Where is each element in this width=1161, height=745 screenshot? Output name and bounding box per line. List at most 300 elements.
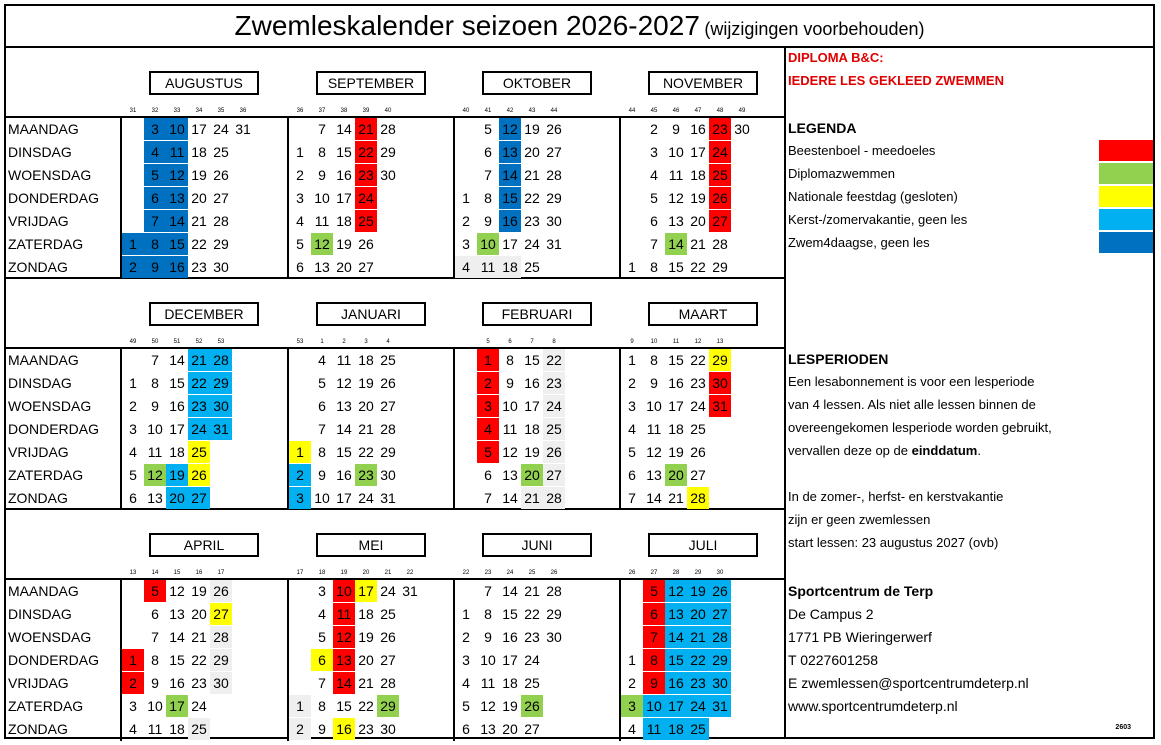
day-cell (289, 349, 311, 371)
day-cell: 16 (690, 121, 706, 137)
day-cell: 21 (355, 118, 377, 140)
week-number: 10 (650, 339, 658, 345)
day-cell: 20 (524, 144, 540, 160)
day-cell: 2 (462, 629, 470, 645)
legend-label-lightblue: Kerst-/zomervakantie, geen les (788, 212, 968, 227)
day-cell: 24 (543, 395, 565, 417)
day-cell: 11 (336, 352, 352, 368)
week-number: 8 (552, 339, 556, 345)
day-cell: 16 (502, 629, 518, 645)
day-cell: 16 (668, 375, 684, 391)
day-cell: 15 (336, 698, 352, 714)
day-cell: 12 (480, 698, 496, 714)
day-label: VRIJDAG (8, 675, 69, 691)
legend-swatch-lightblue (1099, 209, 1153, 230)
day-cell: 8 (151, 652, 159, 668)
day-cell: 22 (543, 349, 565, 371)
day-cell (399, 718, 421, 740)
week-number: 21 (384, 570, 392, 576)
week-number: 47 (694, 108, 702, 114)
day-cell: 29 (210, 372, 232, 394)
day-cell (621, 233, 643, 255)
day-cell: 4 (318, 606, 326, 622)
day-cell: 27 (358, 259, 374, 275)
day-label: ZONDAG (8, 259, 68, 275)
day-cell: 3 (289, 487, 311, 509)
day-cell: 30 (709, 672, 731, 694)
day-cell: 12 (311, 233, 333, 255)
day-cell: 18 (499, 256, 521, 278)
day-cell: 9 (643, 672, 665, 694)
day-cell: 5 (628, 444, 636, 460)
day-cell: 16 (524, 375, 540, 391)
day-cell: 6 (296, 259, 304, 275)
day-cell: 16 (499, 210, 521, 232)
day-cell: 11 (668, 167, 684, 183)
month-label: SEPTEMBER (316, 71, 426, 95)
day-cell: 27 (709, 210, 731, 232)
day-cell: 8 (643, 649, 665, 671)
week-number: 14 (151, 570, 159, 576)
day-cell: 10 (147, 698, 163, 714)
day-cell: 3 (462, 652, 470, 668)
day-cell (377, 256, 399, 278)
day-cell: 23 (524, 629, 540, 645)
day-cell (122, 164, 144, 186)
day-cell: 2 (296, 167, 304, 183)
day-cell (455, 580, 477, 602)
day-label: DONDERDAG (8, 421, 100, 437)
day-cell: 6 (484, 467, 492, 483)
day-cell: 13 (333, 649, 355, 671)
day-cell: 9 (484, 629, 492, 645)
day-cell: 22 (188, 372, 210, 394)
week-number: 16 (195, 570, 203, 576)
week-number: 34 (195, 108, 203, 114)
day-cell: 28 (543, 487, 565, 509)
day-cell: 22 (690, 352, 706, 368)
day-cell: 21 (358, 421, 374, 437)
day-cell: 15 (668, 352, 684, 368)
address-title: Sportcentrum de Terp (788, 583, 934, 599)
day-cell: 28 (380, 121, 396, 137)
week-number: 46 (672, 108, 680, 114)
address-website[interactable]: www.sportcentrumdeterp.nl (788, 698, 958, 714)
day-label: DONDERDAG (8, 652, 100, 668)
day-cell (232, 141, 254, 163)
day-cell: 14 (665, 233, 687, 255)
week-number: 49 (738, 108, 746, 114)
day-cell: 14 (336, 121, 352, 137)
day-cell: 3 (477, 395, 499, 417)
day-cell: 30 (213, 259, 229, 275)
week-number: 3 (364, 339, 368, 345)
day-cell: 5 (650, 190, 658, 206)
day-cell: 19 (191, 583, 207, 599)
week-number: 45 (650, 108, 658, 114)
day-cell: 4 (129, 444, 137, 460)
day-cell: 28 (210, 349, 232, 371)
day-cell: 12 (502, 444, 518, 460)
day-cell: 20 (191, 606, 207, 622)
day-cell: 17 (336, 190, 352, 206)
day-cell: 9 (318, 467, 326, 483)
day-cell: 7 (151, 352, 159, 368)
day-cell: 27 (709, 603, 731, 625)
day-cell: 29 (377, 695, 399, 717)
day-cell: 5 (643, 580, 665, 602)
day-cell (709, 718, 731, 740)
day-cell: 28 (380, 421, 396, 437)
day-cell (122, 210, 144, 232)
day-cell: 4 (628, 421, 636, 437)
day-cell: 14 (499, 164, 521, 186)
day-cell (399, 626, 421, 648)
day-cell: 14 (646, 490, 662, 506)
day-cell (399, 672, 421, 694)
day-cell: 24 (358, 490, 374, 506)
title-divider (6, 46, 1153, 48)
day-cell (543, 695, 565, 717)
day-cell (289, 580, 311, 602)
day-cell: 3 (129, 698, 137, 714)
day-cell: 26 (690, 444, 706, 460)
day-cell (455, 164, 477, 186)
day-cell (455, 118, 477, 140)
day-cell: 25 (709, 164, 731, 186)
day-cell: 7 (318, 121, 326, 137)
day-cell (709, 464, 731, 486)
day-cell: 2 (122, 672, 144, 694)
day-cell: 22 (358, 698, 374, 714)
day-cell: 10 (477, 233, 499, 255)
day-cell: 7 (650, 236, 658, 252)
month-label: APRIL (149, 533, 259, 557)
day-cell: 30 (210, 672, 232, 694)
day-cell: 26 (358, 236, 374, 252)
day-cell: 13 (502, 467, 518, 483)
legend-label-yellow: Nationale feestdag (gesloten) (788, 189, 958, 204)
day-cell (543, 718, 565, 740)
day-cell: 9 (650, 375, 658, 391)
day-cell: 26 (543, 441, 565, 463)
day-cell: 6 (650, 213, 658, 229)
day-cell: 14 (665, 626, 687, 648)
day-cell: 15 (166, 233, 188, 255)
day-cell: 15 (336, 144, 352, 160)
month-label: JANUARI (316, 302, 426, 326)
day-cell (455, 141, 477, 163)
day-cell: 26 (213, 167, 229, 183)
day-cell (709, 487, 731, 509)
day-label: MAANDAG (8, 352, 79, 368)
day-cell (731, 187, 753, 209)
day-cell: 23 (709, 118, 731, 140)
day-cell: 27 (213, 190, 229, 206)
day-cell: 13 (499, 141, 521, 163)
week-number: 52 (195, 339, 203, 345)
week-number: 5 (486, 339, 490, 345)
day-cell: 12 (499, 118, 521, 140)
week-number: 12 (694, 339, 702, 345)
day-cell (232, 233, 254, 255)
day-cell: 10 (166, 118, 188, 140)
page-title (6, 6, 1153, 46)
day-cell: 8 (484, 606, 492, 622)
day-cell: 12 (646, 444, 662, 460)
day-cell: 6 (311, 649, 333, 671)
day-cell: 10 (314, 190, 330, 206)
day-cell: 20 (336, 259, 352, 275)
day-cell: 16 (169, 675, 185, 691)
day-cell: 21 (521, 487, 543, 509)
day-cell: 19 (336, 236, 352, 252)
day-cell: 5 (144, 164, 166, 186)
day-cell: 23 (191, 259, 207, 275)
day-cell: 16 (336, 467, 352, 483)
week-number: 15 (173, 570, 181, 576)
day-cell: 20 (191, 190, 207, 206)
day-cell: 2 (628, 675, 636, 691)
day-cell: 8 (506, 352, 514, 368)
day-cell: 18 (665, 718, 687, 740)
vakantie-line-1: In de zomer-, herfst- en kerstvakantie (788, 489, 1004, 504)
day-cell: 24 (524, 236, 540, 252)
week-number: 23 (484, 570, 492, 576)
day-cell: 1 (129, 375, 137, 391)
day-label: DINSDAG (8, 144, 72, 160)
day-cell: 21 (191, 213, 207, 229)
day-cell: 6 (628, 467, 636, 483)
day-cell: 7 (151, 629, 159, 645)
day-cell (289, 118, 311, 140)
day-cell: 17 (665, 695, 687, 717)
day-cell: 31 (380, 490, 396, 506)
day-cell (543, 256, 565, 278)
diploma-note-2: IEDERE LES GEKLEED ZWEMMEN (788, 73, 1004, 88)
day-cell: 26 (709, 187, 731, 209)
day-cell (399, 695, 421, 717)
day-cell (289, 418, 311, 440)
title-subtitle: (wijzigingen voorbehouden) (704, 19, 925, 39)
day-cell: 15 (668, 259, 684, 275)
day-cell: 24 (380, 583, 396, 599)
day-cell: 18 (336, 213, 352, 229)
day-cell (122, 187, 144, 209)
day-cell: 16 (166, 256, 188, 278)
day-cell: 17 (169, 421, 185, 437)
day-cell: 30 (546, 629, 562, 645)
week-number: 48 (716, 108, 724, 114)
day-cell: 31 (546, 236, 562, 252)
day-cell: 23 (188, 395, 210, 417)
day-cell: 4 (296, 213, 304, 229)
day-cell: 4 (462, 675, 470, 691)
day-cell: 13 (668, 213, 684, 229)
day-cell: 31 (210, 418, 232, 440)
day-label: VRIJDAG (8, 213, 69, 229)
day-cell (122, 603, 144, 625)
month-separator (453, 347, 455, 510)
day-cell: 12 (169, 583, 185, 599)
day-cell: 26 (188, 464, 210, 486)
day-cell: 11 (314, 213, 330, 229)
day-cell: 2 (628, 375, 636, 391)
day-cell (399, 603, 421, 625)
day-cell (289, 649, 311, 671)
day-cell: 6 (151, 606, 159, 622)
day-label: DINSDAG (8, 606, 72, 622)
week-number: 26 (550, 570, 558, 576)
day-cell: 1 (477, 349, 499, 371)
day-cell: 23 (690, 375, 706, 391)
day-cell: 11 (147, 721, 163, 737)
day-cell (289, 395, 311, 417)
address-phone: T 0227601258 (788, 652, 879, 668)
day-label: VRIJDAG (8, 444, 69, 460)
week-number: 2 (342, 339, 346, 345)
week-number: 37 (318, 108, 326, 114)
day-cell: 7 (643, 626, 665, 648)
day-cell: 28 (546, 583, 562, 599)
day-cell: 20 (358, 398, 374, 414)
day-cell: 21 (188, 349, 210, 371)
day-cell: 3 (621, 695, 643, 717)
month-label: MEI (316, 533, 426, 557)
address-street: De Campus 2 (788, 606, 874, 622)
day-cell: 7 (484, 583, 492, 599)
day-cell: 17 (690, 144, 706, 160)
day-cell (621, 603, 643, 625)
day-cell: 19 (524, 121, 540, 137)
week-number: 1 (320, 339, 324, 345)
day-cell: 12 (665, 580, 687, 602)
day-cell: 5 (144, 580, 166, 602)
legend-swatch-darkblue (1099, 232, 1153, 253)
day-cell: 16 (336, 167, 352, 183)
day-cell: 14 (169, 629, 185, 645)
day-cell (621, 580, 643, 602)
day-cell: 15 (169, 652, 185, 668)
week-number: 29 (694, 570, 702, 576)
week-number: 24 (506, 570, 514, 576)
day-cell: 3 (296, 190, 304, 206)
day-cell: 18 (358, 606, 374, 622)
day-cell: 1 (628, 259, 636, 275)
day-cell: 16 (665, 672, 687, 694)
day-cell: 25 (380, 606, 396, 622)
day-cell: 9 (151, 398, 159, 414)
day-cell: 15 (169, 375, 185, 391)
week-number: 44 (550, 108, 558, 114)
day-cell (210, 487, 232, 509)
day-cell: 13 (480, 721, 496, 737)
day-cell (621, 187, 643, 209)
day-cell: 9 (318, 167, 326, 183)
day-cell: 13 (646, 467, 662, 483)
day-cell: 9 (151, 675, 159, 691)
day-cell: 2 (129, 398, 137, 414)
month-label: DECEMBER (149, 302, 259, 326)
day-cell: 1 (296, 144, 304, 160)
week-number: 13 (129, 570, 137, 576)
legend-swatch-red (1099, 140, 1153, 161)
lesperioden-line-1: Een lesabonnement is voor een lesperiode (788, 374, 1035, 389)
week-number: 36 (296, 108, 304, 114)
day-cell: 22 (358, 444, 374, 460)
day-cell: 19 (358, 629, 374, 645)
day-cell (621, 164, 643, 186)
day-cell: 10 (314, 490, 330, 506)
day-cell (122, 118, 144, 140)
week-number: 17 (296, 570, 304, 576)
day-cell: 5 (318, 629, 326, 645)
day-cell: 14 (333, 672, 355, 694)
address-email[interactable]: E zwemlessen@sportcentrumdeterp.nl (788, 675, 1029, 691)
day-cell: 8 (151, 375, 159, 391)
legend-label-darkblue: Zwem4daagse, geen les (788, 235, 930, 250)
legend-label-red: Beestenboel - meedoeles (788, 143, 936, 158)
week-number: 38 (340, 108, 348, 114)
day-cell: 7 (628, 490, 636, 506)
day-cell: 21 (687, 626, 709, 648)
day-cell: 6 (643, 603, 665, 625)
day-cell: 11 (502, 421, 518, 437)
day-cell (731, 141, 753, 163)
day-cell (399, 649, 421, 671)
day-cell: 12 (166, 164, 188, 186)
day-cell: 18 (358, 352, 374, 368)
day-cell: 10 (643, 695, 665, 717)
day-cell: 6 (129, 490, 137, 506)
day-cell: 11 (333, 603, 355, 625)
day-cell: 27 (524, 721, 540, 737)
day-cell: 19 (166, 464, 188, 486)
day-cell: 5 (462, 698, 470, 714)
day-cell (731, 233, 753, 255)
day-cell: 22 (687, 649, 709, 671)
lesperioden-line-4c: . (977, 443, 981, 458)
day-cell: 8 (318, 444, 326, 460)
lesperioden-title: LESPERIODEN (788, 351, 889, 367)
day-cell: 4 (144, 141, 166, 163)
week-number: 44 (628, 108, 636, 114)
day-cell: 4 (318, 352, 326, 368)
day-cell (122, 349, 144, 371)
day-cell: 9 (318, 721, 326, 737)
day-cell: 16 (333, 718, 355, 740)
month-label: NOVEMBER (648, 71, 758, 95)
day-cell: 28 (687, 487, 709, 509)
address-city: 1771 PB Wieringerwerf (788, 629, 932, 645)
day-cell: 8 (650, 259, 658, 275)
day-cell: 11 (480, 675, 496, 691)
day-cell: 15 (524, 352, 540, 368)
day-cell (232, 164, 254, 186)
day-cell: 20 (166, 487, 188, 509)
day-cell: 23 (358, 721, 374, 737)
day-cell: 22 (524, 606, 540, 622)
day-cell: 6 (484, 144, 492, 160)
day-cell: 8 (318, 698, 326, 714)
day-cell: 30 (709, 372, 731, 394)
day-cell: 20 (665, 464, 687, 486)
day-cell: 24 (188, 418, 210, 440)
day-cell: 31 (709, 395, 731, 417)
day-cell: 21 (524, 583, 540, 599)
day-cell: 22 (191, 652, 207, 668)
day-cell: 9 (672, 121, 680, 137)
